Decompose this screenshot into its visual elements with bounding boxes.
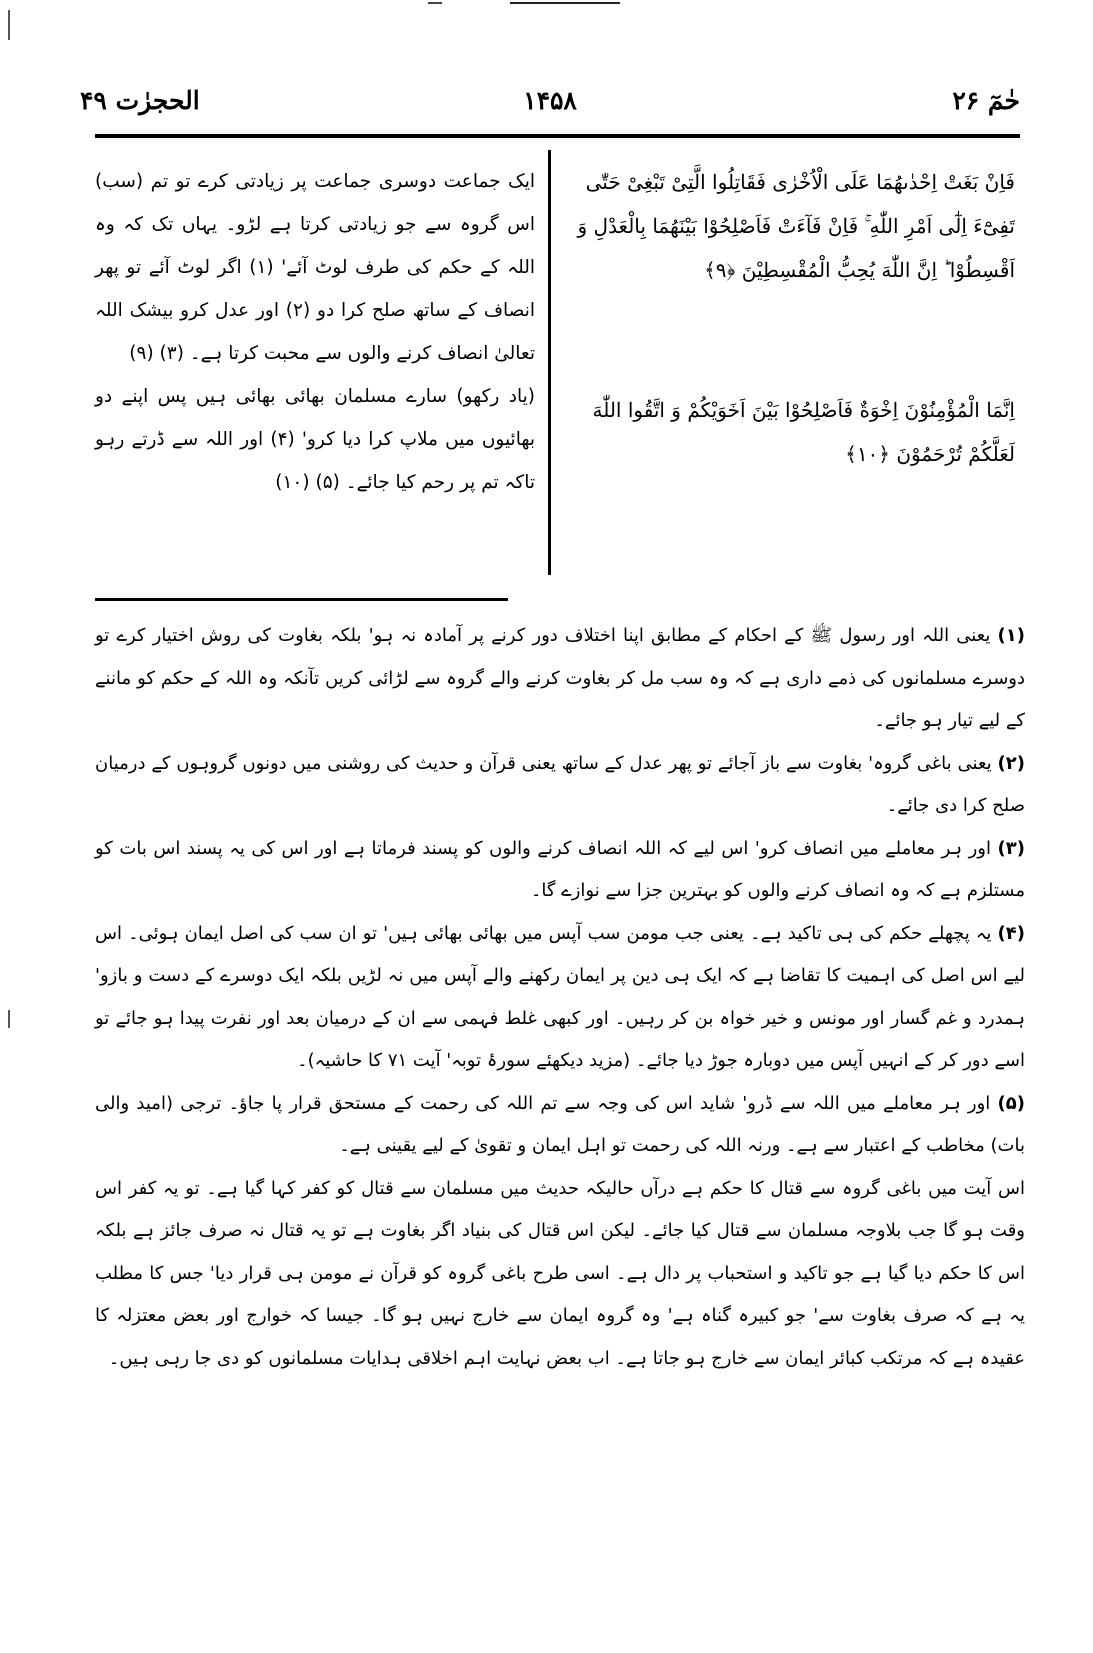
footnote-number: (۱) [997,625,1025,646]
arabic-verse: فَاِنْ بَغَتْ اِحْدٰىهُمَا عَلَى الْاُخْرٰى فَقَاتِلُوا الَّتِیْ تَبْغِیْ حَتّٰى تَفِیْٓءَ اِلٰٓى اَمْرِ اللّٰهِ ۚ فَاِنْ فَآءَتْ فَاَصْلِحُوْا بَیْنَهُمَا بِالْعَدْلِ وَ اَقْسِطُوْا ؕ اِنَّ اللّٰهَ یُحِبُّ الْمُقْسِطِیْنَ ﴿۹﴾ [577,170,1015,282]
footnote-number: (۴) [997,922,1025,944]
footnote-text: یعنی اللہ اور رسول ﷺ کے احکام کے مطابق اپنا اختلاف دور کرنے پر آمادہ نہ ہو' بلکہ بغاوت کی روش اختیار کرے تو دوسرے مسلمانوں کی ذمے داری ہے کہ وہ سب مل کر بغاوت کرنے والے گروہ سے لڑائی کریں تآنکہ وہ اللہ کے حکم کو ماننے کے لیے تیار ہو جائے۔ [95,625,1025,731]
footnote [95,828,1025,913]
page-header [80,86,1020,126]
surah-name: الحجرٰت ۴۹ [80,86,200,115]
footnotes [95,615,1025,1380]
page-number: ۱۴۵۸ [523,86,577,115]
scan-mark [8,1010,10,1028]
scan-mark [8,10,10,40]
footnote-text: اور ہر معاملے میں انصاف کرو' اس لیے کہ اللہ انصاف کرنے والوں کو پسند فرماتا ہے اور اس کی یہ پسند اس بات کو مستلزم ہے کہ وہ انصاف کرنے والوں کو بہترین جزا سے نوازے گا۔ [95,837,1025,901]
footnote-number: (۵) [997,1092,1025,1114]
header-rule [95,134,1020,138]
footnote [95,615,1025,743]
urdu-translation [95,160,535,504]
column-divider [548,150,551,575]
footnote-rule [95,598,508,601]
footnote-number: (۳) [997,837,1025,859]
footnote [95,913,1025,1083]
juz-label: حٰمٓ ۲۶ [952,86,1020,115]
scan-mark [428,2,442,4]
footnote [95,1083,1025,1168]
footnote-text: یعنی باغی گروہ' بغاوت سے باز آجائے تو پھر عدل کے ساتھ یعنی قرآن و حدیث کی روشنی میں دونوں گروہوں کے درمیان صلح کرا دی جائے۔ [95,752,1025,816]
arabic-verses [575,160,1015,476]
footnote-text: اور ہر معاملے میں اللہ سے ڈرو' شاید اس کی وجہ سے تم اللہ کی رحمت کے مستحق قرار پا جاؤ۔ ترجی (امید والی بات) مخاطب کے اعتبار سے ہے۔ ورنہ اللہ کی رحمت تو اہل ایمان و تقویٰ کے لیے یقینی ہے۔ [95,1092,1025,1156]
commentary-text: اس آیت میں باغی گروہ سے قتال کا حکم ہے درآں حالیکہ حدیث میں مسلمان سے قتال کو کفر کہا گیا ہے۔ تو یہ کفر اس وقت ہو گا جب بلاوجہ مسلمان سے قتال کیا جائے۔ لیکن اس قتال کی بنیاد اگر بغاوت ہے تو یہ قتال نہ صرف جائز ہے بلکہ اس کا حکم دیا گیا ہے جو تاکید و استحباب پر دال ہے۔ اسی طرح باغی گروہ کو قرآن نے مومن ہی قرار دیا' جس کا مطلب یہ ہے کہ صرف بغاوت سے' جو کبیرہ گناہ ہے' وہ گروہ ایمان سے خارج نہیں ہو گا۔ جیسا کہ خوارج اور بعض معتزلہ کا عقیدہ ہے کہ مرتکب کبائر ایمان سے خارج ہو جاتا ہے۔ اب بعض نہایت اہم اخلاقی ہدایات مسلمانوں کو دی جا رہی ہیں۔ [95,1177,1025,1369]
commentary [95,1168,1025,1381]
arabic-verse: اِنَّمَا الْمُؤْمِنُوْنَ اِخْوَةٌ فَاَصْلِحُوْا بَیْنَ اَخَوَیْكُمْ وَ اتَّقُوا اللّٰهَ لَعَلَّكُمْ تُرْحَمُوْنَ ﴿۱۰﴾ [592,398,1015,466]
translation-paragraph: ایک جماعت دوسری جماعت پر زیادتی کرے تو تم (سب) اس گروہ سے جو زیادتی کرتا ہے لڑو۔ یہاں تک کہ وہ اللہ کے حکم کی طرف لوٹ آئے' (۱) اگر لوٹ آئے تو پھر انصاف کے ساتھ صلح کرا دو (۲) اور عدل کرو بیشک اللہ تعالیٰ انصاف کرنے والوں سے محبت کرتا ہے۔ (۳) (۹) [95,171,535,364]
scan-mark [510,2,620,4]
footnote-text: یہ پچھلے حکم کی ہی تاکید ہے۔ یعنی جب مومن سب آپس میں بھائی بھائی ہیں' تو ان سب کی اصل ایمان ہوئی۔ اس لیے اس اصل کی اہمیت کا تقاضا ہے کہ ایک ہی دین پر ایمان رکھنے والے آپس میں نہ لڑیں بلکہ ایک دوسرے کے دست و بازو' ہمدرد و غم گسار اور مونس و خیر خواہ بن کر رہیں۔ اور کبھی غلط فہمی سے ان کے درمیان بعد اور نفرت پیدا ہو جائے تو اسے دور کر کے انہیں آپس میں دوبارہ جوڑ دیا جائے۔ (مزید دیکھئے سورۂ توبہ' آیت ۷۱ کا حاشیہ)۔ [95,922,1025,1071]
footnote [95,743,1025,828]
footnote-number: (۲) [997,752,1025,774]
translation-paragraph: (یاد رکھو) سارے مسلمان بھائی بھائی ہیں پس اپنے دو بھائیوں میں ملاپ کرا دیا کرو' (۴) اور اللہ سے ڈرتے رہو تاکہ تم پر رحم کیا جائے۔ (۵) (۱۰) [95,386,536,493]
